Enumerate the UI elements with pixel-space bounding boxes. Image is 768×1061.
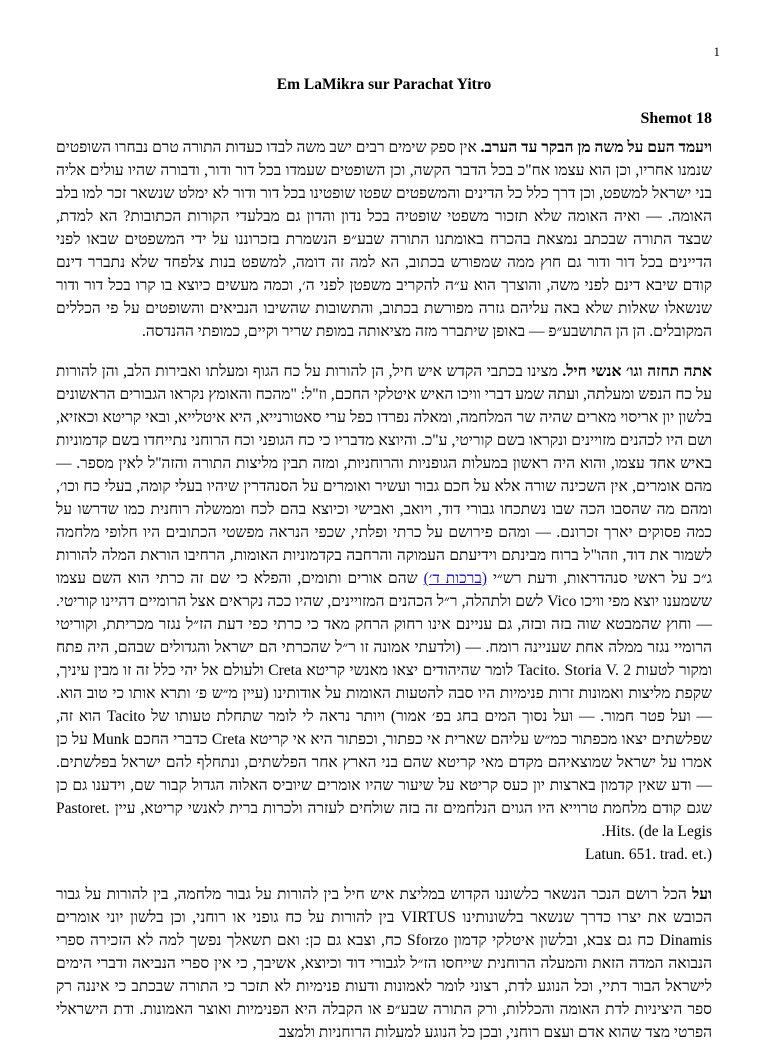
paragraph-text: הכל רושם הנכר הנשאר כלשוננו הקדוש במליצת איש חיל בין להורות על גבור מלחמה, בין להורות על גבור הכובש את יצרו כדרך שנשאר בלשונותינו VIRTUS בין להורות על כח גופני או רוחני, וכן בלשון יוני אומרים Dinamis כח גם צבא, ובלשון איטלקי קדמון Sforzo כח, וצבא גם כן: ואם תשאלך נפשך למה לא הזכירה ספרי הנבואה המדה הזאת והמעלה הרוחנית שייחסו הז״ל לגבורי דוד וכיוצא, אשיבך, כי אין ספרי הנביאה ודברי הימים לישראל הבור דתיי, וכל הנוגע לדת, רצוני לומר לאמונות ודעות פנימיות לא תזכר כי התורה שבכתב כי איננה רק ספר היציניות לדת האומה והכללות, ורק התורה שבע״פ או הקבלה היא הפנימיות ואוצר האמונות. ודת הישראלי הפרטי מצד שהוא אדם ועצם רוחני, ובכן כל הנוגע למעלות הרוחניות ולמצב <box>56 886 712 1041</box>
paragraph-lead: ועל <box>692 886 712 903</box>
reference-link-berakhot[interactable]: (ברכות ד׳) <box>423 570 487 587</box>
chapter-heading: Shemot 18 <box>640 110 712 127</box>
document-title: Em LaMikra sur Parachat Yitro <box>276 76 492 93</box>
paragraph-text: מצינו בכתבי הקדש איש חיל, הן להורות על כח הגוף ומעלתו ואבירות הלב, והן להורות על כח הנפש ומעלתה, ועתה שמע דברי וויכו האיש איטלקי החכם, וז"ל: "מהכח והאומץ נקראו הגבורים הראשונים בלשון יון אריסוי מארים שהיה שר המלחמה, ומאלה נפרדו כפל ערי סאטורנייא, היא איטלייא, ובאי קריטא וכאזיא, ושם היו לכהנים מזויינים ונקראו בשם קוריטי, ע"כ. והיוצא מדבריו כי כח הגופני וכח הרוחני נתייחדו בשם קדמוניות באיש אחד עצמו, והוא היה ראשון במעלות הגופניות והרוחניות, ומזה תבין מליצות התורה והזה"ל לאין מספר. — מהם אומרים, אין השכינה שורה אלא על חכם גבור ועשיר ואומרים על הסנהדרין שיהיו בעלי קומה, בעלי כח וכו׳, ומהם מה שהסבו הכה שבו נשתכחו גבורי דוד, ויואב, ואבישי וכיוצא בהם לכח וממשלה רוחנית כמו שדרשו על כמה פסוקים יארך זכרונם. — ומהם פירושם על כרתי ופלתי, שכפי הנראה מפשטי הכתובים היו חלופי מלחמה לשמור את דוד, וזהו"ל ברוח מבינתם וידיעתם העמוקה והרחבה בקדמוניות האומות, הרחיבו הוראת המלה להורות ג״כ על ראשי סנהדראות, ודעת רש״י <box>56 363 712 587</box>
paragraph-1 <box>56 136 712 343</box>
paragraph-text: אין ספק שימים רבים ישב משה לבדו כעדות התורה טרם נבחרו השופטים שנמנו אחריו, וכן הוא עצמו אח"כ בכל הדבר הקשה, וכן השופטים שעמדו בכל דור ודור, ודבורה שהיו עולים אליה בני ישראל למשפט, וכן דרך כלל כל הדינים והמשפטים שפטו שופטינו בכל דור ודור לא ימלט שנשאר זכר למו בלב האומה. — ואיה האומה שלא תזכור משפטי שופטיה בכל נדון והדון גם מבלעדי הקורות הכתובות? הא למדת, שבצד התורה שבכתב נמצאת בהכרח באומתנו התורה שבע״פ הנשמרת בזכרוננו על ידי המשפטים שבאו לפני הדיינים בכל דור ודור גם חוץ ממה שמפורש בכתוב, הא למה זה דומה, למשפט בנות צלפחד שלא נתברר דינם קודם שיבא דינם לפני משה, והוצרך הוא ע״ה להקריב משפטן לפני ה׳, וכמה מעשים כיוצא בו קרו בכל דור ודור שנשאלו שאלות שלא באה עליהם גזרה מפורשת בכתוב, והתשובות שהשיבו הנביאים והשופטים על פי הכללים המקובלים. הן הן התושבע״פ — באופן שיתברר מזה מציאותה במופת שריר וקיים, כמופתי ההנדסה. <box>56 139 712 340</box>
citation-line: Latun. 651. trad. et.) <box>585 846 712 863</box>
paragraph-2 <box>56 360 712 866</box>
paragraph-lead: אתה תחזה וגו׳ אנשי חיל. <box>562 363 712 380</box>
page-number: 1 <box>713 44 720 59</box>
paragraph-lead: ויעמד העם על משה מן הבקר עד הערב. <box>480 139 712 156</box>
paragraph-text-continued: שהם אורים ותומים, והפלא כי שם זה כרתי הוא השם עצמו ששמענו יוצא מפי וויכו Vico לשם ולתהלה, ר״ל הכהנים המזויינים, שהיו ככה נקראים אצל הרומיים דהיינו קוריטי.— וחוץ שהמבטא שוה בזה ובזה, גם עניינם אינו רחוק הרחק מאד כי כרתי כפי דעת הז״ל נגזר מכריתת, וקוריטי הרומיי נגזר ממלה אחת שעניינה רומח. — (ולדעתי אמונה זו ר״ל שהכרתי הם ישראל והגדולים שבהם, היה פתח ומקור לטעות Tacito. Storia V. 2 לומר שהיהודים יצאו מאנשי קריטא Creta ולעולם אל יהי כלל זה זו מבין עיניך, שקפת מליצות ואמונות זרות פנימיות היו סבה להטעות האומות על אודותינו (עיין מ״ש פ׳ ותרא אותו כי טוב הוא. — ועל פטר חמור. — ועל נסוך המים בחג בפ׳ אמור) ויותר נראה לי לומר שתחלת טעותו של Tacito הוא זה, שפלשתים יצאו מכפתור כמ״ש עליהם שארית אי כפתור, וכפתור היא אי קריטא Creta כדברי החכם Munk על כן אמרו על ישראל שמוצאיהם מקדם מאי קריטא שהם בני הארץ אחר הפלשתים, ונתחלף להם ישראל בפלשתים. — ודע שאין קדמון בארצות יון כעס קריטא על שיעור שהיו אומרים שיוביס האלוה הגדול קבור שם, וידענו גם כן שגם קודם מלחמת טרוייא היו הגוים הנלחמים זה בזה שולחים לעזרה ולכרות ברית לאנשי קריטא, עיין Pastoret. Hits. (de la Legis. <box>56 570 713 840</box>
document-body <box>56 136 712 1061</box>
paragraph-3 <box>56 883 712 1044</box>
